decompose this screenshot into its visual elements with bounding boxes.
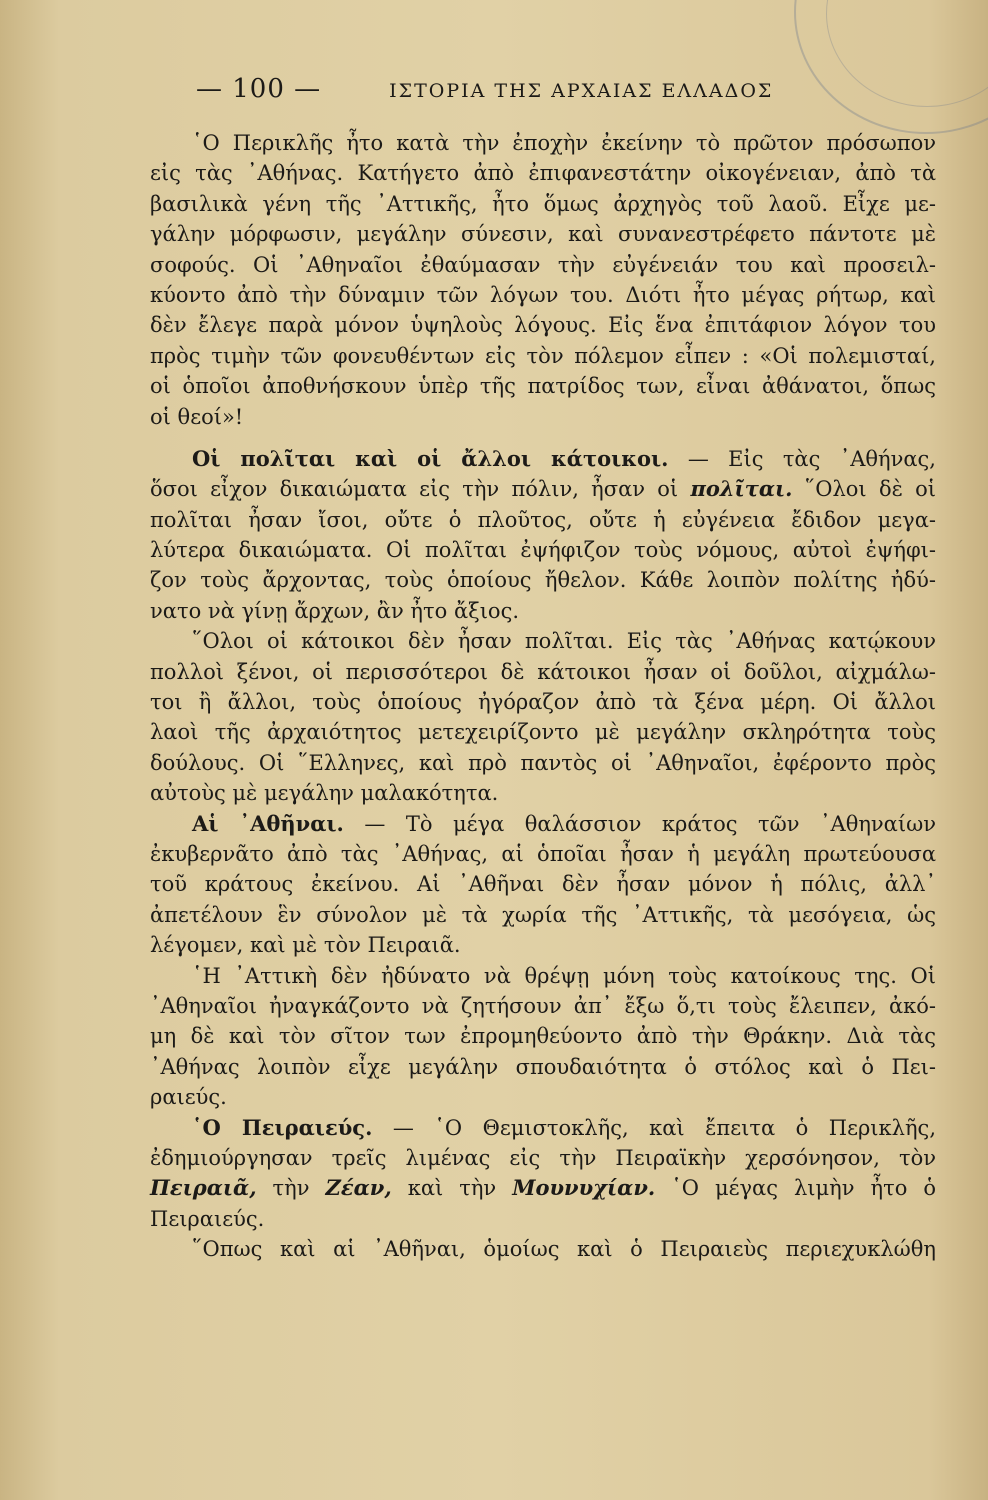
running-title: ΙΣΤΟΡΙΑ ΤΗΣ ΑΡΧΑΙΑΣ ΕΛΛΑΔΟΣ [389,80,774,102]
text-line: ἐκυβερνᾶτο ἀπὸ τὰς ᾿Αθήνας, αἱ ὁποῖαι ἦσαν ἡ μεγάλη πρωτεύουσα [150,841,936,866]
text-line: ῾Η ᾿Αττικὴ δὲν ἠδύνατο νὰ θρέψῃ μόνη τοὺς κατοίκους της. Οἱ [192,963,936,988]
text-line: σοφούς. Οἱ ᾿Αθηναῖοι ἐθαύμασαν τὴν εὐγένειάν του καὶ προσειλ- [150,252,936,277]
text-line: πολῖται ἦσαν ἴσοι, οὔτε ὁ πλοῦτος, οὔτε ἡ εὐγένεια ἔδιδον μεγα- [150,507,936,532]
text-line: δὲν ἔλεγε παρὰ μόνον ὑψηλοὺς λόγους. Εἰς ἕνα ἐπιτάφιον λόγον του [150,313,936,338]
text-line: γάλην μόρφωσιν, μεγάλην σύνεσιν, καὶ συνανεστρέφετο πάντοτε μὲ [150,222,936,247]
emphasis-term: Ζέαν, [325,1175,392,1201]
text-line: βασιλικὰ γένη τῆς ᾿Αττικῆς, ἦτο ὅμως ἀρχηγὸς τοῦ λαοῦ. Εἶχε με- [150,191,936,216]
text-line: Πειραιεύς. [150,1206,265,1231]
text-line: πρὸς τιμὴν τῶν φονευθέντων εἰς τὸν πόλεμον εἶπεν : «Οἱ πολεμισταί, [150,343,936,368]
text-line: ῞Οπως καὶ αἱ ᾿Αθῆναι, ὁμοίως καὶ ὁ Πειραιεὺς περιεχυκλώθη [192,1237,936,1262]
text-line: Πειραιᾶ, τὴν Ζέαν, καὶ τὴν Μουνυχίαν. ῾Ο μέγας λιμὴν ἦτο ὁ [150,1175,936,1201]
text-line: λέγομεν, καὶ μὲ τὸν Πειραιᾶ. [150,933,461,958]
emphasis-term: Μουνυχίαν. [512,1175,656,1201]
text-line: ραιεύς. [150,1085,227,1110]
text-line: ῞Ολοι οἱ κάτοικοι δὲν ἦσαν πολῖται. Εἰς τὰς ᾿Αθήνας κατῴκουν [192,629,936,654]
text-line: αὐτοὺς μὲ μεγάλην μαλακότητα. [150,781,499,806]
text-line: δούλους. Οἱ ῞Ελληνες, καὶ πρὸ παντὸς οἱ ᾿Αθηναῖοι, ἐφέροντο πρὸς [150,750,936,775]
text-line: οἱ θεοί»! [150,404,244,429]
emphasis-term: Πειραιᾶ, [150,1175,257,1201]
text-line: ᾿Αθηναῖοι ἠναγκάζοντο νὰ ζητήσουν ἀπ᾿ ἔξω ὅ,τι τοὺς ἔλειπεν, ἀκό- [150,993,936,1018]
text-line: μη δὲ καὶ τὸν σῖτον των ἐπρομηθεύοντο ἀπὸ τὴν Θράκην. Διὰ τὰς [150,1024,936,1049]
text-line: κύοντο ἀπὸ τὴν δύναμιν τῶν λόγων του. Διότι ἦτο μέγας ρήτωρ, καὶ [150,282,936,307]
text-line: λύτερα δικαιώματα. Οἱ πολῖται ἐψήφιζον τοὺς νόμους, αὐτοὶ ἐψήφι- [150,538,936,563]
emphasis-term: πολῖται. [690,476,793,502]
text-line: ᾿Αθήνας λοιπὸν εἶχε μεγάλην σπουδαιότητα ὁ στόλος καὶ ὁ Πει- [150,1054,936,1079]
section-heading-citizens: Οἱ πολῖται καὶ οἱ ἄλλοι κάτοικοι. [192,445,669,471]
body-text [150,128,936,1264]
text-line: ζον τοὺς ἄρχοντας, τοὺς ὁποίους ἤθελον. Κάθε λοιπὸν πολίτης ἠδύ- [150,568,936,593]
section-heading-piraeus: ῾Ο Πειραιεύς. [192,1114,373,1140]
text-line: τοῦ κράτους ἐκείνου. Αἱ ᾿Αθῆναι δὲν ἦσαν μόνον ἡ πόλις, ἀλλ᾿ [150,872,936,897]
text-line: Αἱ ᾿Αθῆναι. — Τὸ μέγα θαλάσσιον κράτος τῶν ᾿Αθηναίων [192,810,936,836]
text-line: πολλοὶ ξένοι, οἱ περισσότεροι δὲ κάτοικοι ἦσαν οἱ δοῦλοι, αἰχμάλω- [150,659,936,684]
text-line: ἀπετέλουν ἓν σύνολον μὲ τὰ χωρία τῆς ᾿Αττικῆς, τὰ μεσόγεια, ὡς [150,902,936,927]
text-line: ῾Ο Πειραιεύς. — ῾Ο Θεμιστοκλῆς, καὶ ἔπειτα ὁ Περικλῆς, [192,1114,936,1140]
text-line: λαοὶ τῆς ἀρχαιότητος μετεχειρίζοντο μὲ μεγάλην σκληρότητα τοὺς [150,720,936,745]
text-line: οἱ ὁποῖοι ἀποθνήσκουν ὑπὲρ τῆς πατρίδος των, εἶναι ἀθάνατοι, ὅπως [150,374,936,399]
section-heading-athens: Αἱ ᾿Αθῆναι. [192,810,344,836]
text-line: ῾Ο Περικλῆς ἦτο κατὰ τὴν ἐποχὴν ἐκείνην τὸ πρῶτον πρόσωπον [192,131,936,155]
text-line: ὅσοι εἶχον δικαιώματα εἰς τὴν πόλιν, ἦσαν οἱ πολῖται. ῞Ολοι δὲ οἱ [150,476,936,502]
text-line: εἰς τὰς ᾿Αθήνας. Κατήγετο ἀπὸ ἐπιφανεστάτην οἰκογένειαν, ἀπὸ τὰ [150,161,936,186]
page-number: — 100 — [196,74,322,104]
text-line: ἐδημιούργησαν τρεῖς λιμένας εἰς τὴν Πειραϊκὴν χερσόνησον, τὸν [150,1145,936,1170]
text-line: νατο νὰ γίνῃ ἄρχων, ἂν ἦτο ἄξιος. [150,598,520,623]
text-line: Οἱ πολῖται καὶ οἱ ἄλλοι κάτοικοι. — Εἰς τὰς ᾿Αθήνας, [192,445,936,471]
text-line: τοι ἢ ἄλλοι, τοὺς ὁποίους ἠγόραζον ἀπὸ τὰ ξένα μέρη. Οἱ ἄλλοι [150,690,936,715]
page-header [196,74,896,114]
